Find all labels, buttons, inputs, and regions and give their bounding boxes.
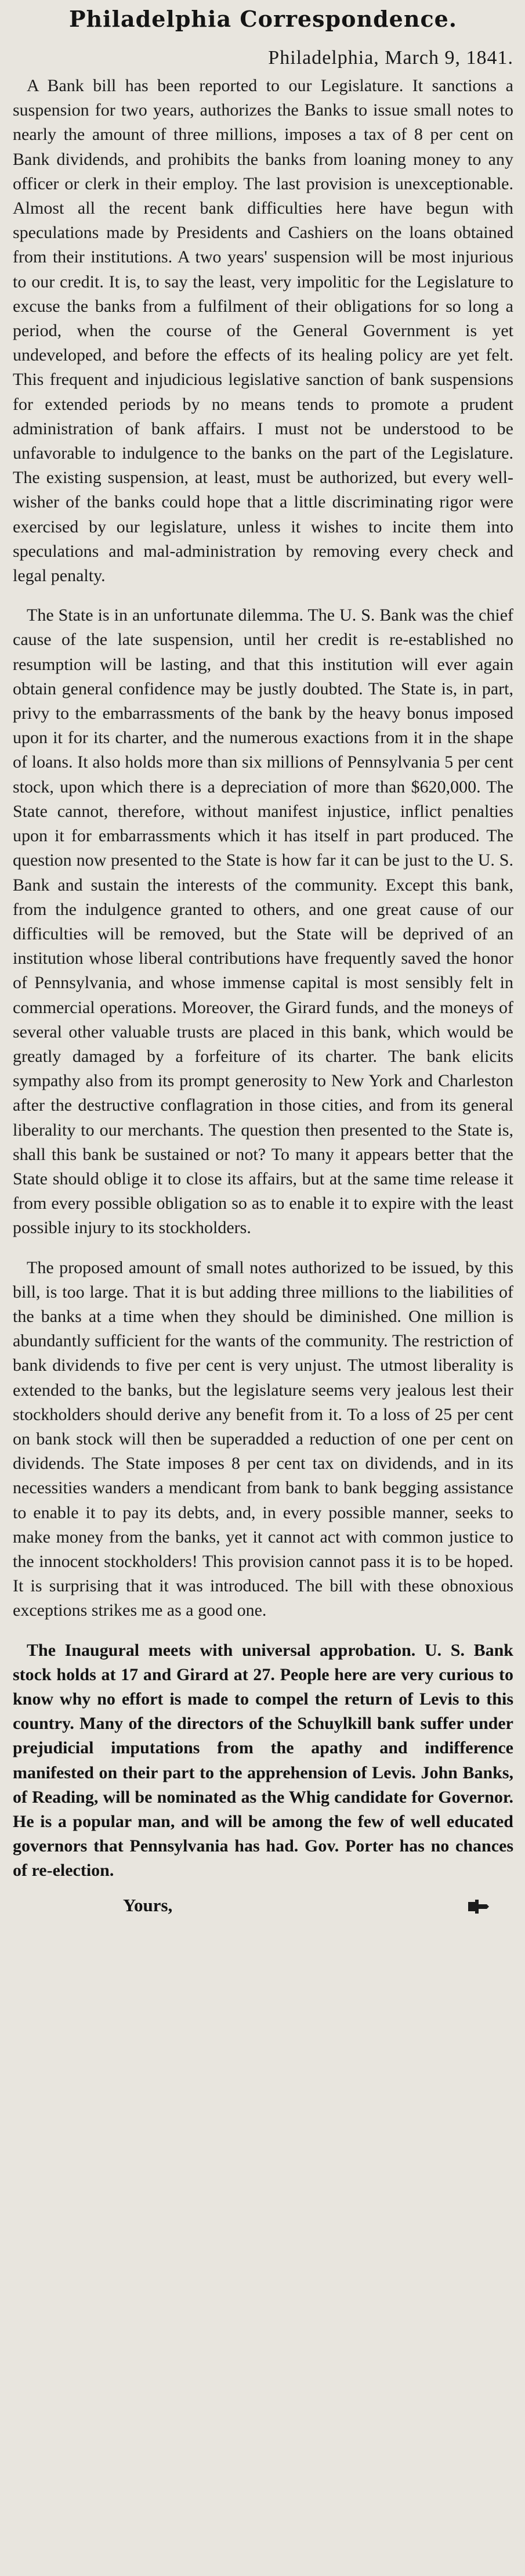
paragraph-inaugural: The Inaugural meets with universal approbation. U. S. Bank stock holds at 17 and Girard at 27. People here are very curious to know why no effort is made to compel the return of Levis to this country. Many of the directors of the Schuylkill bank suffer under prejudicial imputations from the apathy and indifference manifested on their part to the apprehension of Levis. John Banks, of Reading, will be nominated as the Whig candidate for Governor. He is a popular man, and will be among the few of well educated governors that Pennsylvania has had. Gov. Porter has no chances of re-election. bbox=[13, 1640, 513, 1880]
signature: Yours, bbox=[123, 1894, 173, 1915]
paragraph-state-dilemma: The State is in an unfortunate dilemma. The U. S. Bank was the chief cause of the late suspension, until her credit is re-established no resumption will be lasting, and that this institution will ever again obtain general confidence may be justly doubted. The State is, in part, privy to the embarrassments of the bank by the heavy bonus imposed upon it for its charter, and the numerous exactions from it in the shape of loans. It also holds more than six millions of Pennsylvania 5 per cent stock, upon which there is a depreciation of more than $620,000. The State cannot, therefore, without manifest injustice, inflict penalties upon it for embarrassments which it has itself in part produced. The question now presented to the State is how far it can be just to the U. S. Bank and sustain the interests of the community. Except this bank, from the indulgence granted to others, and one great cause of our difficulties will be removed, but the State will be deprived of an institution whose liberal contributions have frequently saved the honor of Pennsylvania, and whose immense capital is most sensibly felt in commercial operations. Moreover, the Girard funds, and the moneys of several other valuable trusts are placed in this bank, which would be greatly damaged by a forfeiture of its charter. The bank elicits sympathy also from its prompt generosity to New York and Charleston after the destructive conflagration in those cities, and from its general liberality to our merchants. The question then presented to the State is, shall this bank be sustained or not? To many it appears better that the State should oblige it to close its affairs, but at the same time release it from every possible obligation so as to enable it to expire with the least possible injury to its stockholders. bbox=[13, 606, 513, 1238]
paragraph-bank-bill: A Bank bill has been reported to our Legislature. It sanctions a suspension for two years, authorizes the Banks to issue small notes to nearly the amount of three millions, imposes a tax of 8 per cent on Bank dividends, and prohibits the banks from loaning money to any officer or clerk in their employ. The last provision is unexceptionable. Almost all the recent bank difficulties here have begun with speculations made by Presidents and Cashiers on the loans obtained from their institutions. A two years' suspension will be most injurious to our credit. It is, to say the least, very impolitic for the Legislature to excuse the banks from a fulfilment of their obligations for so long a period, when the course of the General Government is yet undeveloped, and before the effects of its healing policy are yet felt. This frequent and injudicious legislative sanction of bank suspensions for extended periods by no means tends to promote a prudent administration of bank affairs. I must not be understood to be unfavorable to indulgence to the banks on the part of the Legislature. The existing suspension, at least, must be authorized, but every well-wisher of the banks could hope that a little discriminating rigor were exercised by our legislature, unless it wishes to incite them into speculations and mal-administration by removing every check and legal penalty. bbox=[13, 76, 513, 586]
signature-row bbox=[13, 1895, 513, 1924]
dateline: Philadelphia, March 9, 1841. bbox=[268, 47, 513, 69]
column-title: Philadelphia Correspondence. bbox=[68, 6, 458, 32]
paragraph-small-notes: The proposed amount of small notes authorized to be issued, by this bill, is too large. That it is but adding three millions to the liabilities of the banks at a time when they should be diminished. One million is abundantly sufficient for the wants of the community. The restriction of bank dividends to five per cent is very unjust. The utmost liberality is extended to the banks, but the legislature seems very jealous lest their stockholders should derive any benefit from it. To a loss of 25 per cent on bank stock will then be superadded a reduction of one per cent on dividends. The State imposes 8 per cent tax on dividends, and in its necessities wanders a mendicant from bank to bank begging assistance to enable it to pay its debts, and, in every possible manner, seeks to make money from the banks, yet it cannot act with common justice to the innocent stockholders! This provision cannot pass it is to be hoped. It is surprising that it was introduced. The bill with these obnoxious exceptions strikes me as a good one. bbox=[13, 1258, 513, 1620]
printer-fist-icon bbox=[467, 1898, 490, 1915]
